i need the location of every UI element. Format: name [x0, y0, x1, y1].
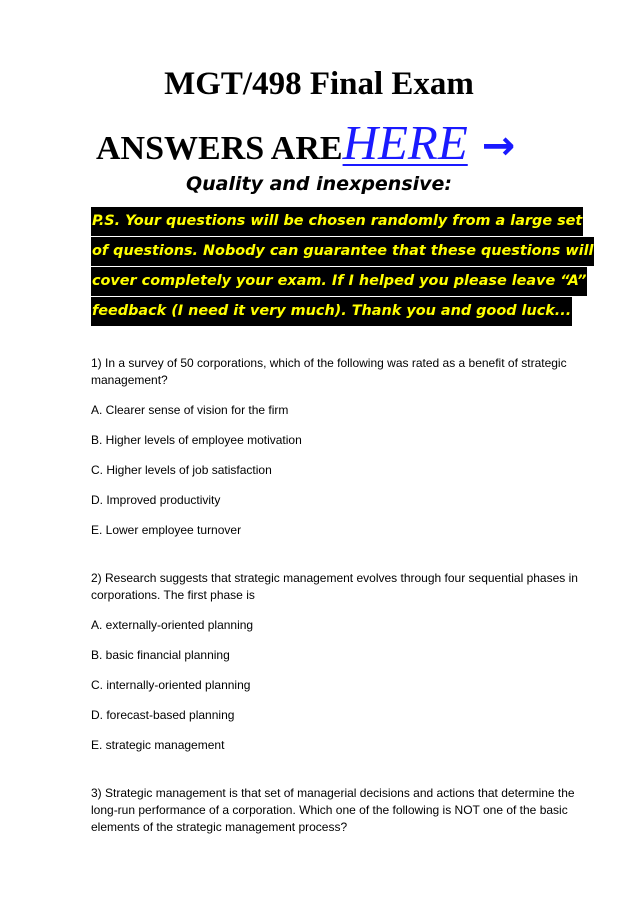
answer-option: A. externally-oriented planning	[91, 618, 254, 632]
question-spacer	[91, 552, 581, 570]
answer-option: B. basic financial planning	[91, 648, 230, 662]
answer-option: E. strategic management	[91, 738, 225, 752]
answer-option: D. Improved productivity	[91, 493, 221, 507]
here-link[interactable]: HERE	[342, 115, 468, 170]
page-title: MGT/498 Final Exam	[164, 66, 474, 102]
answer-option: D. forecast-based planning	[91, 708, 235, 722]
answer-option: E. Lower employee turnover	[91, 523, 242, 537]
questions-list	[91, 355, 581, 849]
question-text: 3) Strategic management is that set of managerial decisions and actions that determine the long-run performance of a corporation. Which one of the following is NOT one of the basic elements of the strategic management process?	[91, 786, 575, 834]
question-text: 2) Research suggests that strategic management evolves through four sequential phases in corporations. The first phase is	[91, 571, 578, 602]
ps-notice	[91, 207, 594, 327]
arrow-right-icon: →	[481, 123, 516, 169]
answers-line	[96, 114, 515, 172]
answer-option: A. Clearer sense of vision for the firm	[91, 403, 289, 417]
question-spacer	[91, 767, 581, 785]
ps-notice-line: of questions. Nobody can guarantee that these questions will	[91, 237, 591, 267]
ps-notice-line: cover completely your exam. If I helped you please leave “A”	[91, 267, 591, 297]
question-1	[91, 355, 581, 539]
question-3	[91, 785, 581, 836]
question-text: 1) In a survey of 50 corporations, which of the following was rated as a benefit of strategic management?	[91, 356, 567, 387]
answer-option: C. Higher levels of job satisfaction	[91, 463, 272, 477]
answer-option: C. internally-oriented planning	[91, 678, 251, 692]
ps-notice-line: P.S. Your questions will be chosen randomly from a large set	[91, 207, 591, 237]
answer-option: B. Higher levels of employee motivation	[91, 433, 302, 447]
answers-lead-text: ANSWERS ARE	[96, 130, 343, 167]
question-2	[91, 570, 581, 754]
subtitle: Quality and inexpensive:	[185, 173, 453, 195]
ps-notice-line: feedback (I need it very much). Thank you and good luck...	[91, 297, 591, 327]
